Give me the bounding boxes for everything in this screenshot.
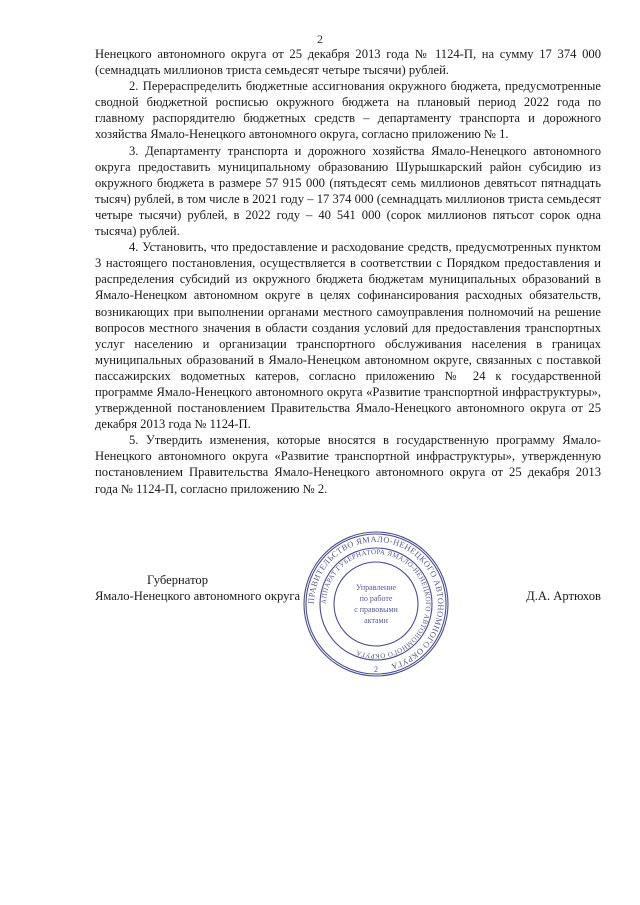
signatory-title [95,572,335,604]
signatory-title-line-2: Ямало-Ненецкого автономного округа [95,589,301,603]
paragraph-item-2: 2. Перераспределить бюджетные ассигнования окружного бюджета, предусмотренные сводной бюджетной росписью окружного бюджета на плановый период 2022 года по главному распорядителю бюджетных средств – департаменту транспорта и дорожного хозяйства Ямало-Ненецкого автономного округа, согласно приложению № 1. [95,79,601,142]
paragraph-item-3: 3. Департаменту транспорта и дорожного хозяйства Ямало-Ненецкого автономного округа предоставить муниципальному образованию Шурышкарский район субсидию из окружного бюджета в размере 57 915 000 (пятьдесят семь миллионов девятьсот пятнадцать тысяч) рублей, в том числе в 2021 году – 17 374 000 (семнадцать миллионов триста семьдесят четыре тысячи) рублей, в 2022 году – 40 541 000 (сорок миллионов пятьсот сорок одна тысяча) рублей. [95,143,601,239]
stamp-outer-text: ПРАВИТЕЛЬСТВО ЯМАЛО-НЕНЕЦКОГО АВТОНОМНОГО ОКРУГА [306,534,446,672]
paragraph-item-4: 4. Установить, что предоставление и расходование средств, предусмотренных пунктом 3 настоящего постановления, осуществляется в соответствии с Порядком предоставления и распределения субсидий из окружного бюджета бюджетам муниципальных образований в Ямало-Ненецком автономном округе в целях софинансирования расходных обязательств, возникающих при выполнении органами местного самоуправления полномочий на решение вопросов местного значения в области создания условий для предоставления транспортных услуг населению и организации транспортного обслуживания населения в границах муниципальных образований в Ямало-Ненецком автономном округе, связанных с поставкой пассажирских водометных катеров, согласно приложению № 24 к государственной программе Ямало-Ненецкого автономного округа «Развитие транспортной инфраструктуры», утвержденной постановлением Правительства Ямало-Ненецкого автономного округа от 25 декабря 2013 года № 1124-П. [95,240,601,432]
paragraph-continuation: Ненецкого автономного округа от 25 декабря 2013 года № 1124-П, на сумму 17 374 000 (семнадцать миллионов триста семьдесят четыре тысячи) рублей. [95,47,601,78]
stamp-center-line-1: Управление [355,583,397,592]
signature-block [95,572,601,612]
document-body [95,46,601,497]
stamp-center-line-2: по работе [359,594,393,603]
page-number: 2 [317,32,323,46]
signatory-title-line-1: Губернатор [147,573,208,587]
signatory-name: Д.А. Артюхов [526,589,601,603]
stamp-inner-text: АППАРАТ ГУБЕРНАТОРА ЯМАЛО-НЕНЕЦКОГО АВТОНОМНОГО ОКРУГА [319,547,433,661]
stamp-center-line-4: актами [364,616,388,625]
stamp-number: 2 [374,665,378,674]
paragraph-item-5: 5. Утвердить изменения, которые вносятся в государственную программу Ямало-Ненецкого автономного округа «Развитие транспортной инфраструктуры», утвержденную постановлением Правительства Ямало-Ненецкого автономного округа от 25 декабря 2013 года № 1124-П, согласно приложению № 2. [95,433,601,496]
stamp-center-line-3: с правовыми [354,605,398,614]
